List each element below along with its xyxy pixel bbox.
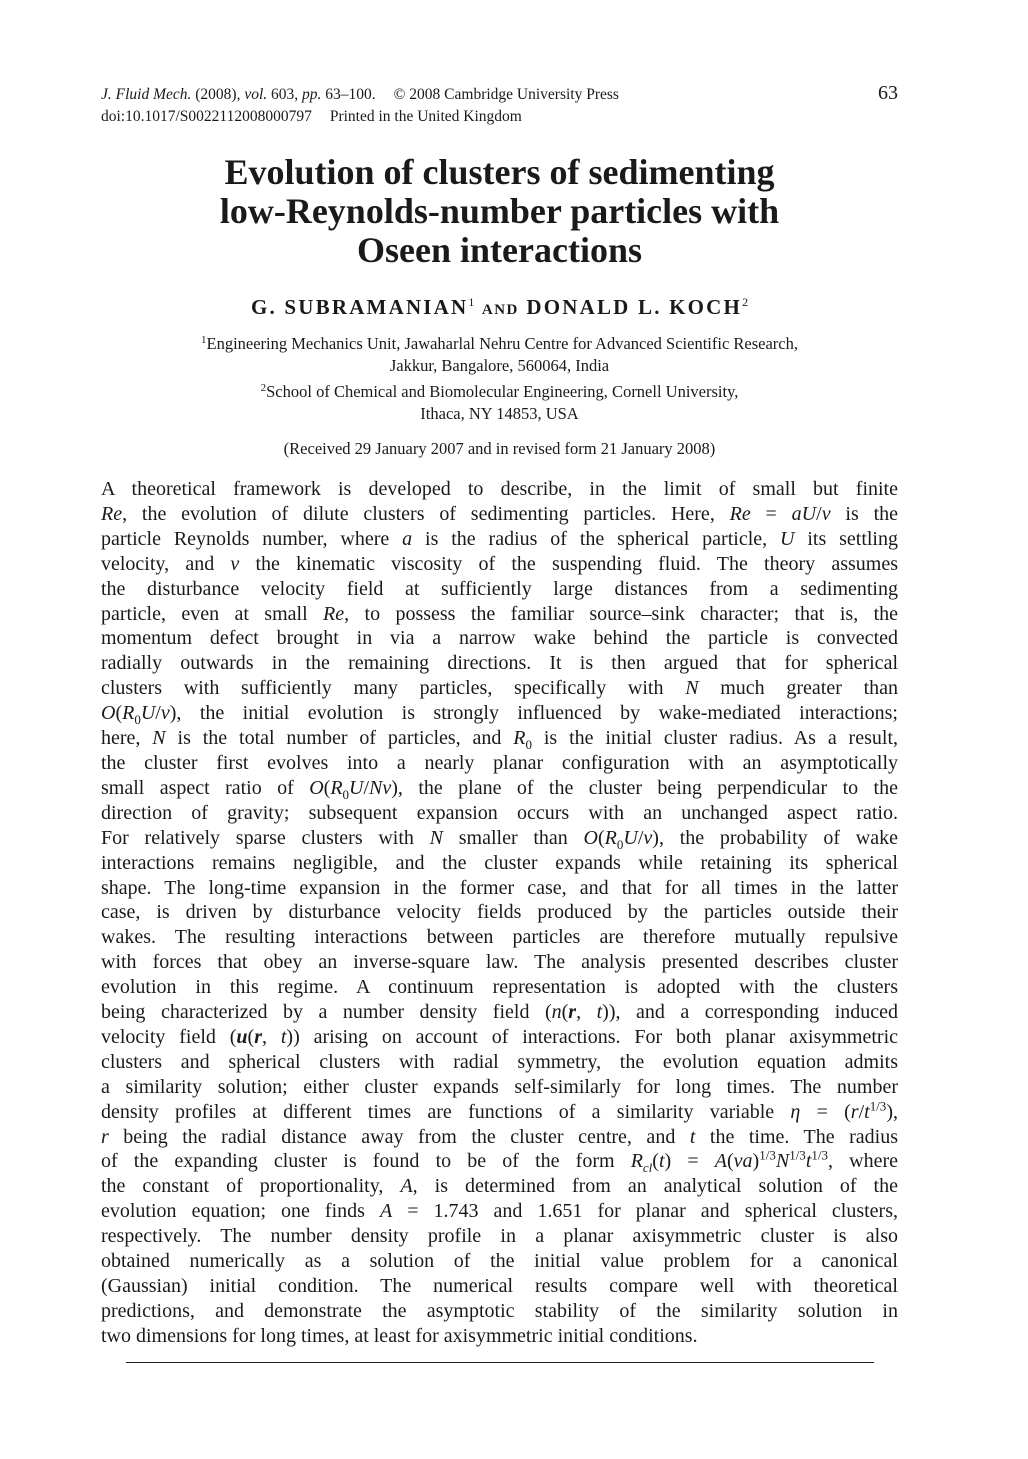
affiliation-line: Jakkur, Bangalore, 560064, India <box>389 356 610 375</box>
abstract-line: momentum defect brought in via a narrow wake behind the particle is convected <box>101 627 898 650</box>
abstract-line: velocity field (u(r, t)) arising on account of interactions. For both planar axisymmetric <box>101 1025 898 1048</box>
author-conjunction: AND <box>481 302 519 318</box>
paper-title <box>101 153 898 270</box>
author-list <box>101 295 898 320</box>
author-affiliation-mark: 2 <box>742 295 749 309</box>
abstract-line: radially outwards in the remaining directions. It is then argued that for spherical <box>101 652 898 675</box>
author-name: G. SUBRAMANIAN <box>250 295 469 319</box>
doi: doi:10.1017/S0022112008000797 <box>101 108 312 125</box>
affiliation <box>101 377 898 425</box>
page-range: 63–100. <box>325 86 376 103</box>
running-header <box>101 84 898 128</box>
journal-name: J. Fluid Mech. <box>101 86 192 103</box>
affiliation-line <box>101 377 898 403</box>
abstract-line: small aspect ratio of $O(R_0U/N\nu)$, the plane of the cluster being perpendicular to the <box>101 776 898 802</box>
title-line: Evolution of clusters of sedimenting <box>224 152 775 192</box>
abstract-line: (Gaussian) initial condition. The numerical results compare well with theoretical <box>101 1275 898 1297</box>
abstract <box>101 477 898 1349</box>
title-line: low-Reynolds-number particles with <box>219 191 780 231</box>
abstract-line: Re, the evolution of dilute clusters of sedimenting particles. Here, Re = aU/ν is the <box>101 502 898 525</box>
author-affiliation-mark: 1 <box>468 295 475 309</box>
journal-year: (2008), <box>195 86 241 103</box>
abstract-line: density profiles at different times are functions of a similarity variable $\eta = (r/t^{1/3})$, <box>101 1098 898 1123</box>
abstract-line: evolution in this regime. A continuum representation is adopted with the clusters <box>101 976 898 999</box>
abstract-line: particle, even at small Re, to possess the familiar source–sink character; that is, the <box>101 602 899 625</box>
printed-in: Printed in the United Kingdom <box>329 108 522 125</box>
abstract-line: two dimensions for long times, at least for axisymmetric initial conditions. <box>101 1324 698 1347</box>
abstract-line: the disturbance velocity field at sufficiently large distances from a sedimenting <box>101 577 898 600</box>
abstract-line: r being the radial distance away from the cluster centre, and t the time. The radius <box>101 1125 899 1148</box>
abstract-line: particle Reynolds number, where a is the radius of the spherical particle, U its settling <box>101 527 898 550</box>
abstract-line: For relatively sparse clusters with N smaller than $O(R_0U/\nu)$, the probability of wake <box>101 826 898 852</box>
affiliation-mark: 2 <box>260 382 267 394</box>
abstract-line: being characterized by a number density field (n(r, t)), and a corresponding induced <box>101 1001 899 1024</box>
affiliation-mark: 1 <box>201 334 207 346</box>
abstract-line: clusters and spherical clusters with radial symmetry, the evolution equation admits <box>101 1050 898 1073</box>
page-number: 63 <box>878 82 898 104</box>
abstract-line: with forces that obey an inverse-square law. The analysis presented describes cluster <box>101 951 898 974</box>
affiliation-text: Engineering Mechanics Unit, Jawaharlal Nehru Centre for Advanced Scientific Research, <box>206 334 798 353</box>
abstract-line: clusters with sufficiently many particles, specifically with N much greater than <box>101 677 899 700</box>
abstract-line: here, N is the total number of particles, and $R_0$ is the initial cluster radius. As a result, <box>101 727 898 753</box>
citation-line <box>101 84 898 106</box>
author-name: DONALD L. KOCH <box>526 295 743 319</box>
doi-line <box>101 106 898 128</box>
abstract-line: obtained numerically as a solution of the initial value problem for a canonical <box>101 1250 898 1273</box>
copyright: © 2008 Cambridge University Press <box>393 86 619 103</box>
abstract-end-rule <box>126 1362 874 1363</box>
abstract-line: evolution equation; one finds A = 1.743 and 1.651 for planar and spherical clusters, <box>101 1200 898 1223</box>
title-line: Oseen interactions <box>357 230 642 270</box>
affiliation-line: Ithaca, NY 14853, USA <box>420 404 579 423</box>
affiliation-line <box>101 329 898 355</box>
abstract-line: predictions, and demonstrate the asymptotic stability of the similarity solution in <box>101 1299 898 1322</box>
affiliation-text: School of Chemical and Biomolecular Engineering, Cornell University, <box>266 382 739 401</box>
abstract-line: interactions remains negligible, and the cluster expands while retaining its spherical <box>101 851 898 874</box>
abstract-line: case, is driven by disturbance velocity fields produced by the particles outside their <box>101 901 898 924</box>
abstract-line: direction of gravity; subsequent expansion occurs with an unchanged aspect ratio. <box>101 801 898 824</box>
abstract-line: $O(R_0U/\nu)$, the initial evolution is strongly influenced by wake-mediated interactions; <box>101 702 898 728</box>
abstract-line: shape. The long-time expansion in the former case, and that for all times in the latter <box>101 876 898 899</box>
abstract-line: velocity, and ν the kinematic viscosity of the suspending fluid. The theory assumes <box>101 552 898 575</box>
abstract-line: of the expanding cluster is found to be of the form $R_{cl}(t) = A(\nu a)^{1/3}N^{1/3}t^{1/3}$, where <box>101 1147 898 1176</box>
abstract-line: a similarity solution; either cluster expands self-similarly for long times. The number <box>101 1075 898 1098</box>
pages-label: pp. <box>302 86 322 103</box>
abstract-line: respectively. The number density profile in a planar axisymmetric cluster is also <box>101 1225 898 1248</box>
abstract-line: the constant of proportionality, A, is determined from an analytical solution of the <box>101 1175 898 1198</box>
abstract-line: A theoretical framework is developed to describe, in the limit of small but finite <box>101 478 898 500</box>
volume: 603, <box>271 86 299 103</box>
received-dates: (Received 29 January 2007 and in revised form 21 January 2008) <box>283 439 716 458</box>
affiliation <box>101 329 898 377</box>
abstract-line: wakes. The resulting interactions between particles are therefore mutually repulsive <box>101 926 898 949</box>
volume-label: vol. <box>244 86 268 103</box>
abstract-line: the cluster first evolves into a nearly planar configuration with an asymptotically <box>101 751 898 774</box>
